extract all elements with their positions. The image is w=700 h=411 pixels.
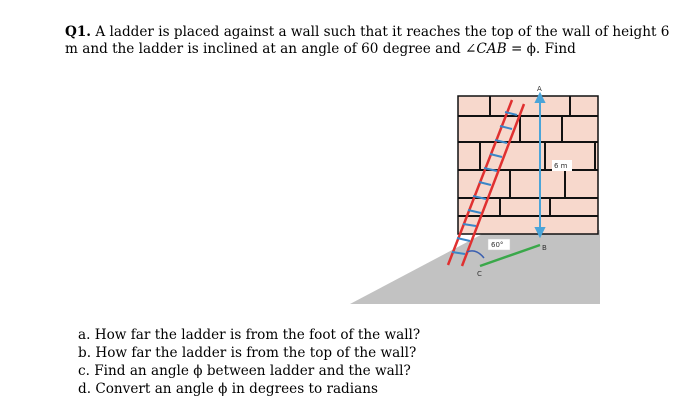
sub-question-a: a. How far the ladder is from the foot of the wall? <box>78 327 421 343</box>
point-label-b: B <box>542 244 547 252</box>
sub-question-list <box>78 326 420 398</box>
sub-question-b: b. How far the ladder is from the top of the wall? <box>78 345 417 361</box>
point-label-a: A <box>537 85 542 93</box>
question-body-2: = ϕ. Find <box>506 41 576 57</box>
floor <box>350 230 600 304</box>
point-label-c: C <box>477 270 482 278</box>
angle-label: 60° <box>491 241 504 249</box>
question-body-1: A ladder is placed against a wall such that it reaches the top of the wall of height 6 m and the ladder is inclined at an angle of 60 degree and <box>65 24 670 57</box>
question-number: Q1. <box>65 24 92 40</box>
ladder-wall-diagram <box>340 80 610 310</box>
question-text <box>65 24 685 58</box>
sub-question-c: c. Find an angle ϕ between ladder and the wall? <box>78 363 411 379</box>
sub-question-d: d. Convert an angle ϕ in degrees to radians <box>78 381 378 397</box>
angle-expression: ∠CAB <box>465 41 507 57</box>
height-label: 6 m <box>554 162 568 170</box>
